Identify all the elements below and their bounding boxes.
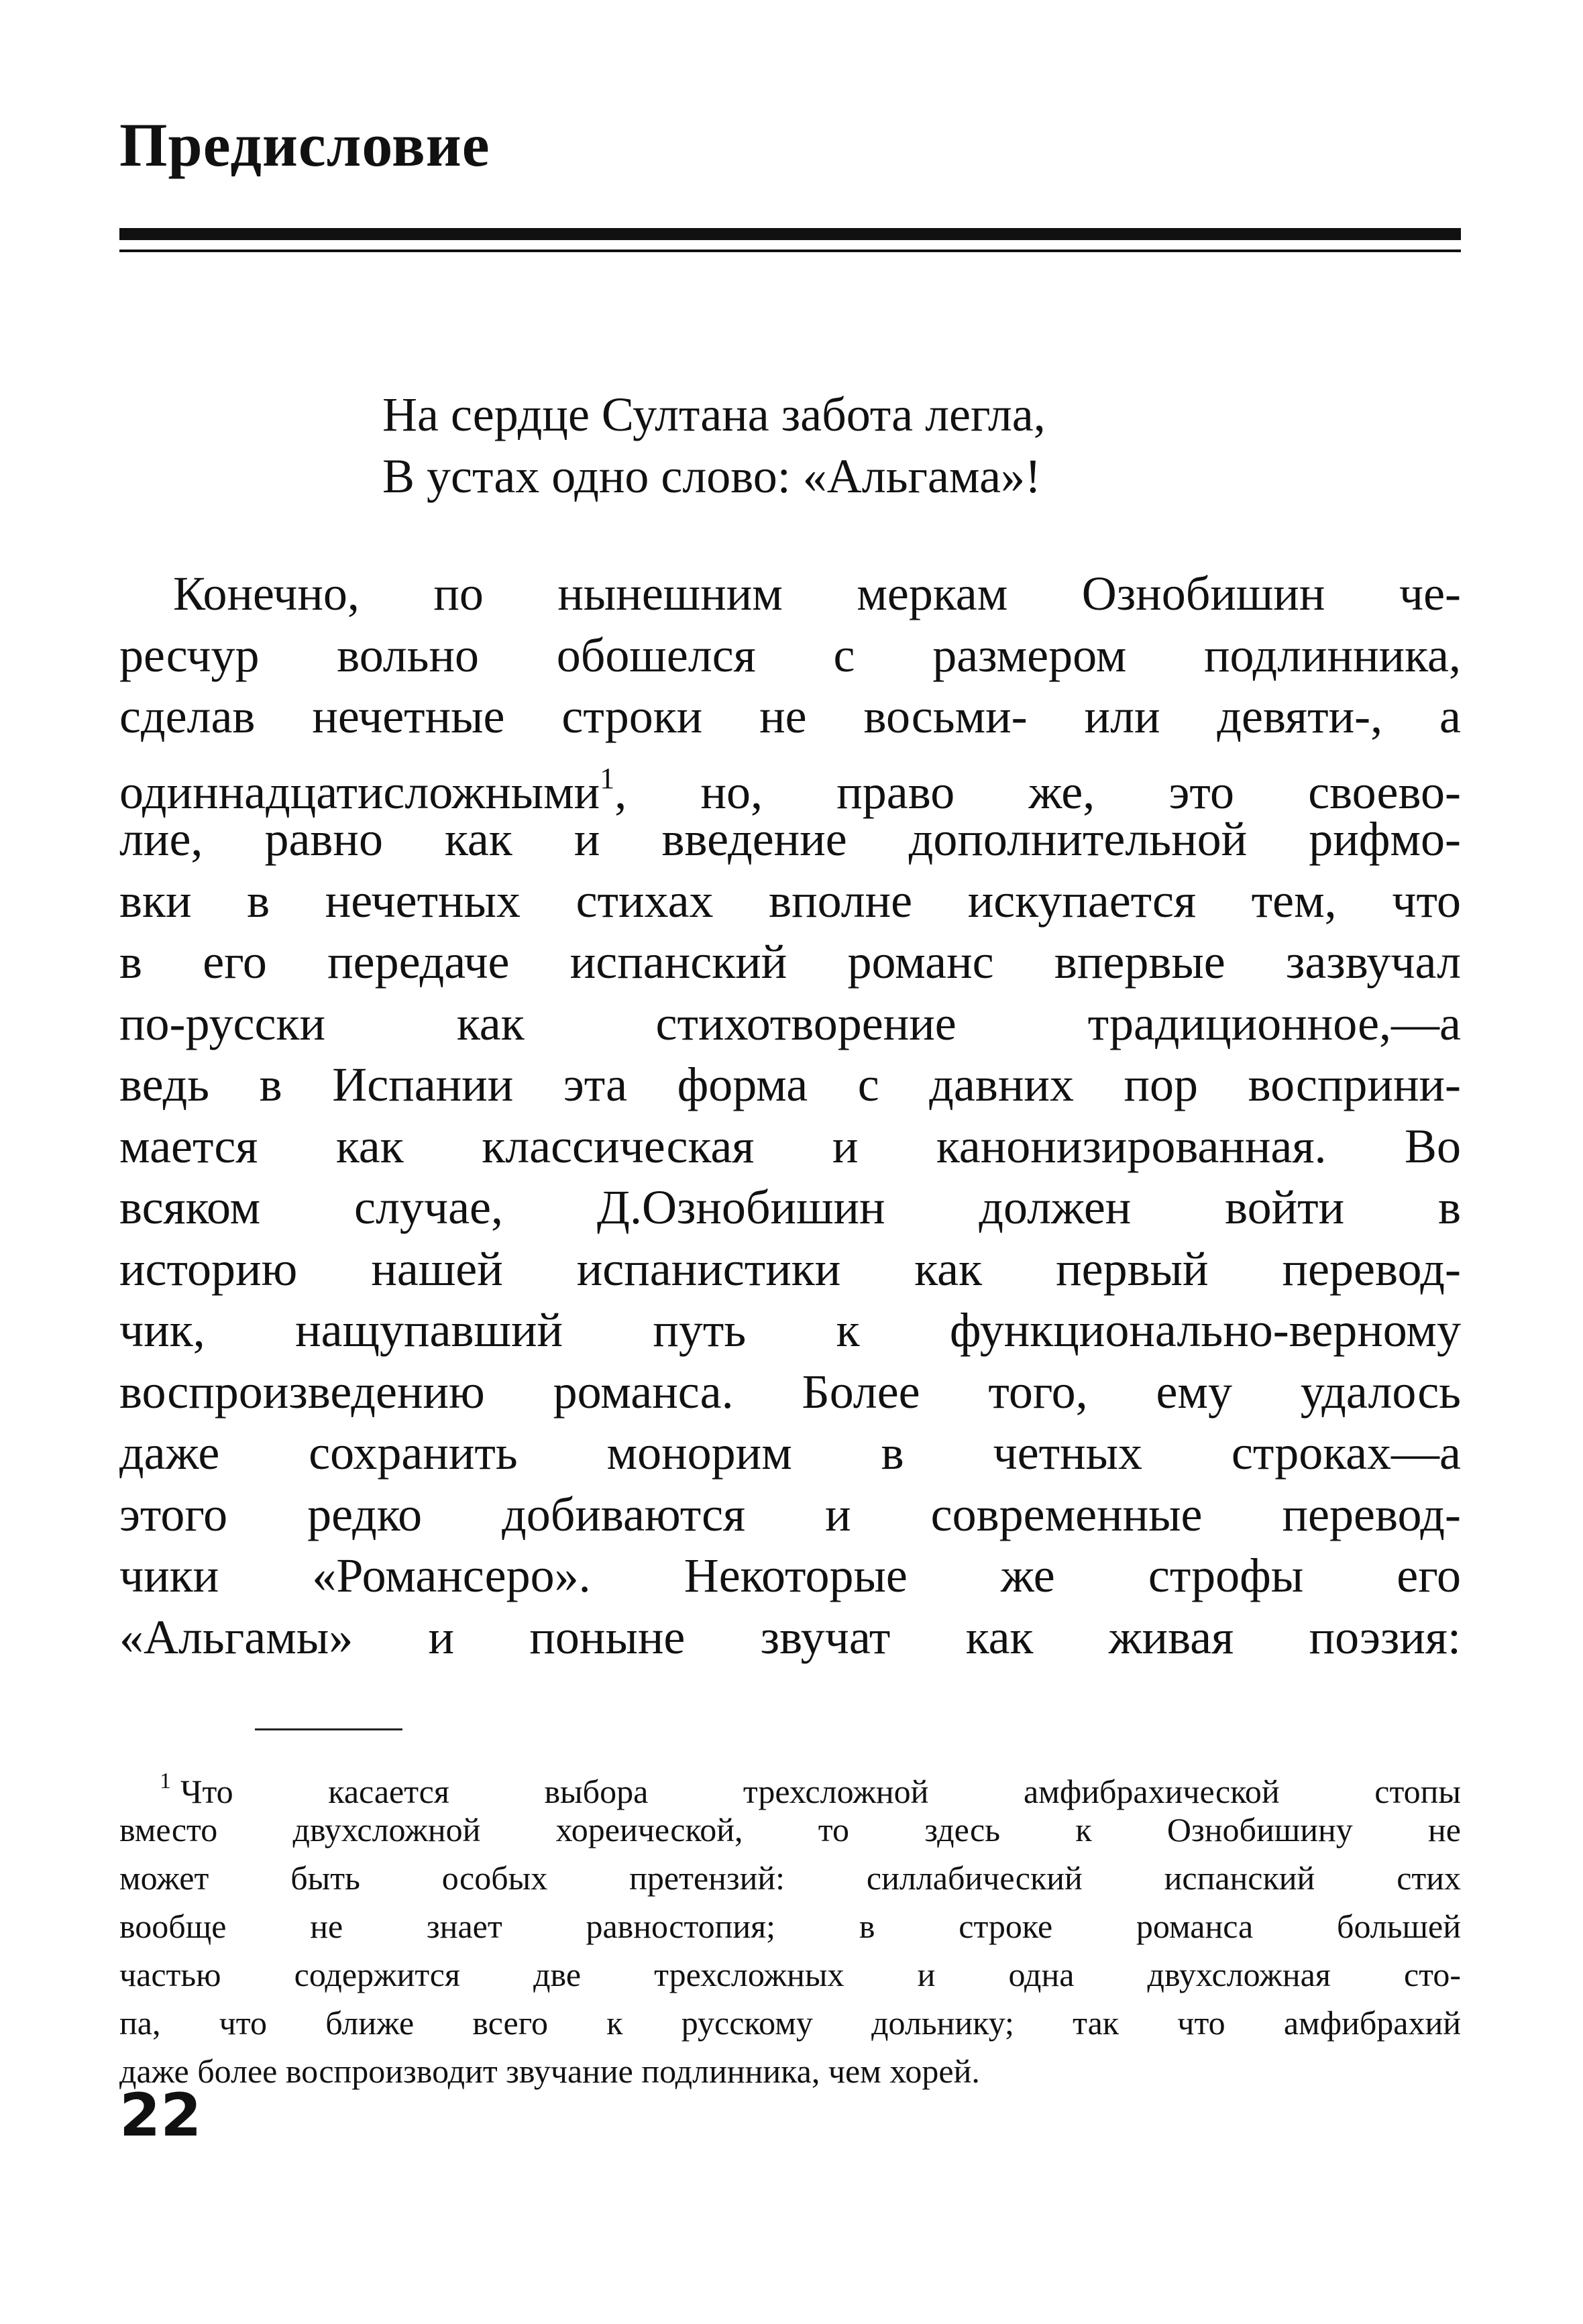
body-line: в его передаче испанский романс впервые зазвучал [119,935,1461,989]
body-line: историю нашей испанистики как первый перевод- [119,1241,1461,1296]
epigraph-line: На сердце Султана забота легла, [382,388,1046,441]
footnote-line: может быть особых претензий: силлабический испанский стих [119,1859,1461,1897]
footnote-line [119,1757,1461,1810]
body-line: Конечно, по нынешним меркам Ознобишин че- [173,567,1461,620]
body-line: ведь в Испании эта форма с давних пор восприни- [119,1058,1461,1111]
body-line-part: одиннадцатисложными [119,765,600,819]
footnote-line: вообще не знает равностопия; в строке романса большей [119,1907,1461,1945]
footnote-line: частью содержится две трехсложных и одна двухсложная сто- [119,1956,1461,1993]
body-line-part: , но, право же, это своево- [614,765,1461,819]
footnote-line: вместо двухсложной хореической, то здесь к Ознобишину не [119,1811,1461,1848]
body-line: воспроизведению романса. Более того, ему удалось [119,1364,1461,1419]
footnote [119,1757,1461,2095]
body-line: чик, нащупавший путь к функционально-верному [119,1303,1461,1357]
footnote-marker: 1 [160,1769,171,1793]
epigraph [382,384,1046,507]
body-line: мается как классическая и канонизированная. Во [119,1119,1461,1173]
header-rule-thin [119,250,1461,252]
header-rule-thick [119,228,1461,240]
body-paragraph [119,563,1461,1668]
body-line: лие, равно как и введение дополнительной рифмо- [119,812,1461,866]
footnote-reference: 1 [600,761,615,795]
body-line: по-русски как стихотворение традиционное,—а [119,996,1461,1050]
body-line: этого редко добиваются и современные перевод- [119,1487,1461,1541]
body-line: «Альгамы» и поныне звучат как живая поэзия: [119,1610,1461,1664]
body-line: чики «Романсеро». Некоторые же строфы его [119,1549,1461,1602]
footnote-separator [255,1728,402,1730]
footnote-line: па, что ближе всего к русскому дольнику; так что амфибрахий [119,2004,1461,2042]
footnote-line: даже более воспроизводит звучание подлинника, чем хорей. [119,2052,980,2090]
body-line: всяком случае, Д.Ознобишин должен войти в [119,1180,1461,1234]
body-line: вки в нечетных стихах вполне искупается тем, что [119,873,1461,928]
running-title: Предисловие [119,111,490,179]
footnote-line-text: Что касается выбора трехсложной амфибрахической стопы [180,1773,1461,1810]
body-line-with-footnote-ref [119,748,1461,819]
body-line: даже сохранить монорим в четных строках—а [119,1426,1461,1480]
epigraph-line: В устах одно слово: «Альгама»! [382,449,1042,503]
body-line: сделав нечетные строки не восьми- или девяти-, а [119,689,1461,743]
body-line: ресчур вольно обошелся с размером подлинника, [119,628,1461,682]
page-number: 22 [119,2081,202,2150]
